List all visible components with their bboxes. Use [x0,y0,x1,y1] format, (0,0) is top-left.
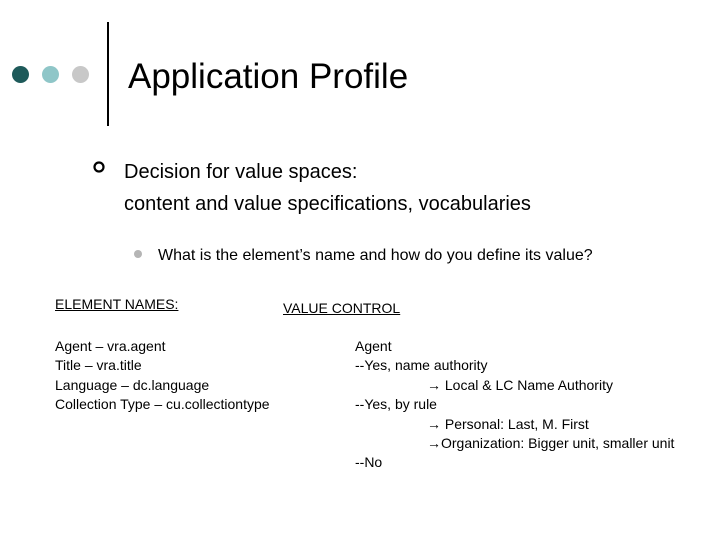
main-bullet-line1: Decision for value spaces: [124,161,358,183]
list-item: --Yes, by rule [355,396,437,413]
dot-bullet-icon [134,250,142,258]
list-item: --Yes, name authority [355,357,488,374]
value-control-header: VALUE CONTROL [283,300,401,316]
main-bullet-line2: content and value specifications, vocabularies [124,193,531,215]
ring-bullet-icon [92,160,106,178]
main-bullet-text [124,156,531,220]
element-names-header: ELEMENT NAMES: [55,296,179,312]
list-item: →Organization: Bigger unit, smaller unit [427,434,675,451]
list-item: Agent – vra.agent [55,338,166,354]
value-control-list [355,337,674,473]
decorative-dot-dark-icon [12,66,29,83]
list-item: Agent [355,338,392,354]
list-item: → Personal: Last, M. First [427,415,589,432]
sub-bullet-text: What is the element’s name and how do you define its value? [158,247,593,264]
slide-title: Application Profile [128,57,409,96]
title-divider [107,22,109,126]
list-item: --No [355,454,383,471]
list-item: Title – vra.title [55,357,142,374]
list-item: Collection Type – cu.collectiontype [55,396,270,413]
list-item: → Local & LC Name Authority [427,376,613,393]
list-item: Language – dc.language [55,376,210,393]
element-names-list [55,337,270,415]
decorative-dot-teal-icon [42,66,59,83]
decorative-dot-gray-icon [72,66,89,83]
